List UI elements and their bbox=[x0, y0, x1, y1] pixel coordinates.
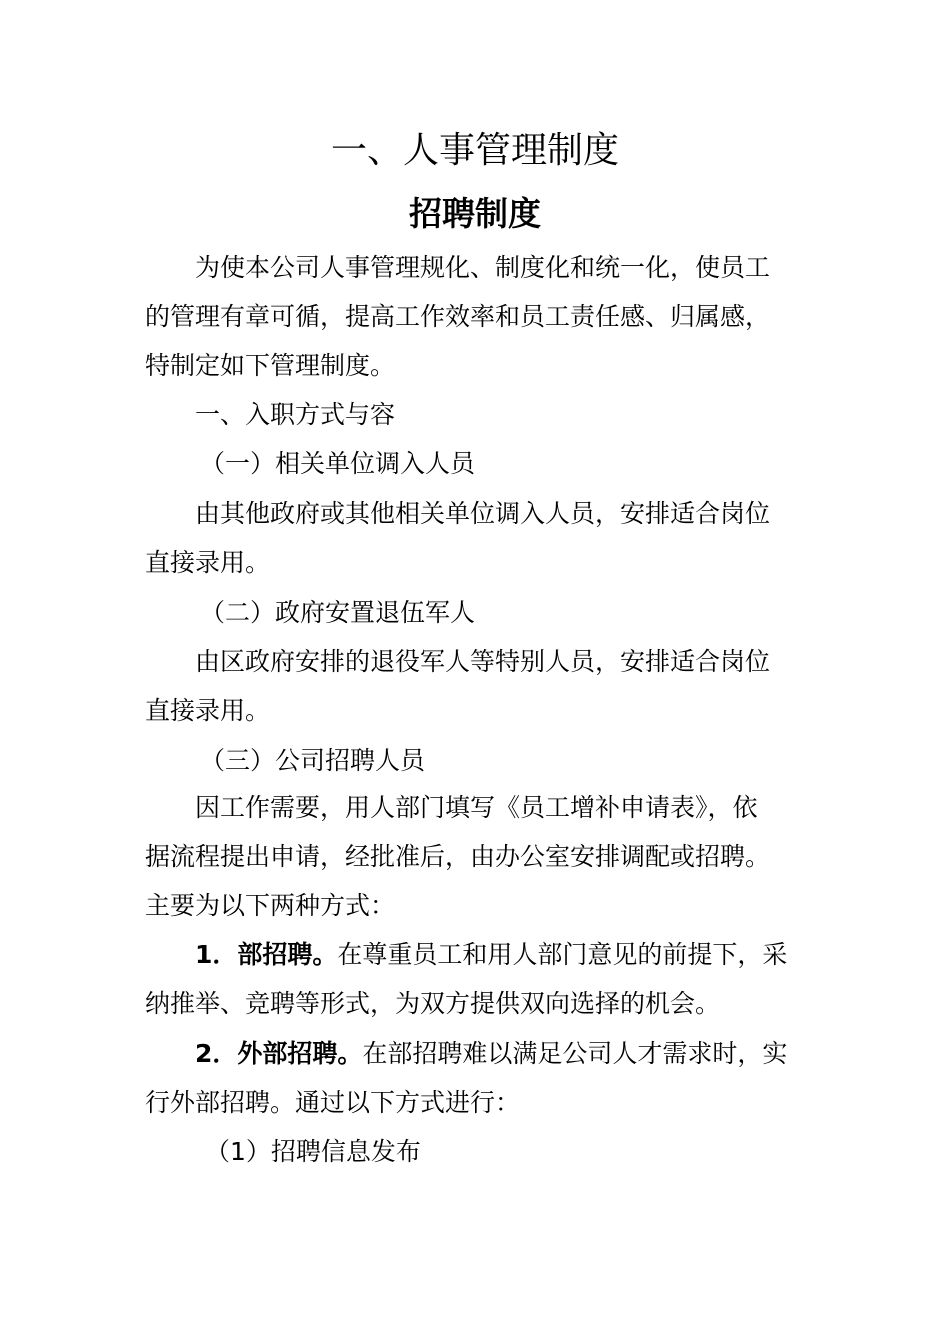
paragraph-line bbox=[145, 545, 815, 581]
line-text: （1）招聘信息发布 bbox=[205, 1137, 421, 1166]
line-text: 直接录用。 bbox=[145, 548, 271, 577]
item-lead: 1．部招聘。 bbox=[195, 940, 338, 969]
paragraph-line bbox=[145, 1085, 815, 1121]
line-text: 因工作需要，用人部门填写《员工增补申请表》，依 bbox=[195, 793, 758, 822]
paragraph-line bbox=[145, 693, 815, 729]
line-text: 行外部招聘。通过以下方式进行： bbox=[145, 1088, 521, 1117]
section-heading bbox=[195, 397, 865, 433]
paragraph-line bbox=[145, 299, 815, 335]
subsection-heading bbox=[200, 743, 870, 779]
line-text: 在部招聘难以满足公司人才需求时，实 bbox=[362, 1039, 788, 1068]
paragraph-line bbox=[195, 250, 865, 286]
line-text: 据流程提出申请，经批准后，由办公室安排调配或招聘。 bbox=[145, 842, 771, 871]
subsection-heading bbox=[200, 446, 870, 482]
line-text: 主要为以下两种方式： bbox=[145, 891, 396, 920]
line-text: 纳推举、竞聘等形式，为双方提供双向选择的机会。 bbox=[145, 989, 721, 1018]
line-text: 直接录用。 bbox=[145, 696, 271, 725]
line-text: 一、入职方式与容 bbox=[195, 400, 396, 429]
item-lead: 2．外部招聘。 bbox=[195, 1039, 363, 1068]
paragraph-line bbox=[145, 839, 815, 875]
line-text: 的管理有章可循，提高工作效率和员工责任感、归属感， bbox=[145, 302, 771, 331]
section-title: 招聘制度 bbox=[409, 194, 541, 233]
line-text: 由区政府安排的退役军人等特别人员，安排适合岗位 bbox=[195, 647, 771, 676]
paragraph-line bbox=[145, 348, 815, 384]
paragraph-line bbox=[145, 986, 815, 1022]
subsection-heading bbox=[200, 595, 870, 631]
line-text: 由其他政府或其他相关单位调入人员，安排适合岗位 bbox=[195, 499, 771, 528]
line-text: 为使本公司人事管理规化、制度化和统一化，使员工 bbox=[195, 253, 771, 282]
paragraph-line bbox=[195, 496, 865, 532]
subsection-heading bbox=[205, 1134, 875, 1170]
paragraph-line bbox=[195, 1036, 865, 1072]
line-text: 特制定如下管理制度。 bbox=[145, 351, 396, 380]
line-text: （一）相关单位调入人员 bbox=[200, 449, 476, 478]
paragraph-line bbox=[145, 888, 815, 924]
line-text: （二）政府安置退伍军人 bbox=[200, 598, 476, 627]
document-title: 一、人事管理制度 bbox=[330, 130, 619, 171]
line-text: （三）公司招聘人员 bbox=[200, 746, 426, 775]
line-text: 在尊重员工和用人部门意见的前提下，采 bbox=[337, 940, 788, 969]
paragraph-line bbox=[195, 937, 865, 973]
paragraph-line bbox=[195, 644, 865, 680]
paragraph-line bbox=[195, 790, 865, 826]
